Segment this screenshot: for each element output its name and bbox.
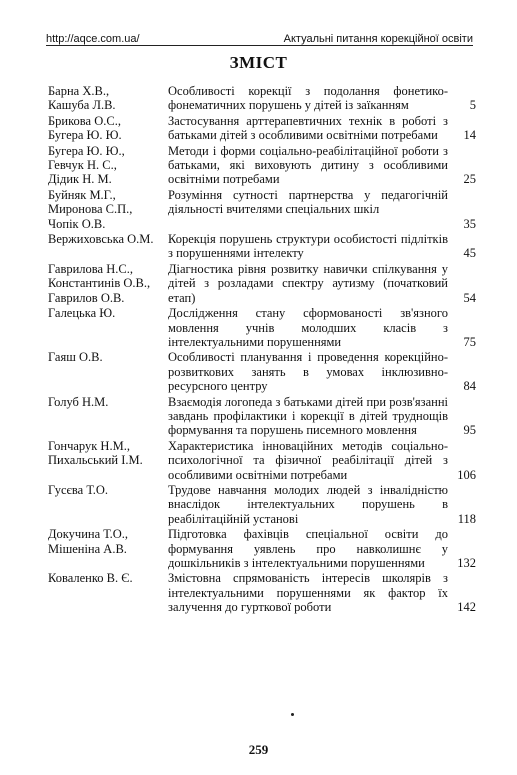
author-name: Вержиховська О.М. bbox=[48, 232, 154, 247]
toc-entry bbox=[48, 527, 478, 570]
toc-entry-page: 35 bbox=[463, 216, 476, 231]
toc-entry-title: Розуміння сутності партнерства у педагогічній діяльності вчителями спеціальних шкіл bbox=[168, 187, 448, 217]
toc-entry-page: 95 bbox=[463, 423, 476, 438]
author-name: Константинів О.В., bbox=[48, 276, 151, 291]
ink-dot bbox=[291, 713, 294, 716]
toc-entry-page: 45 bbox=[463, 246, 476, 261]
toc-entry-title: Підготовка фахівців спеціальної освіти до формування уявлень про навколишнє у дошкільників з інтелектуальними порушеннями bbox=[168, 527, 448, 570]
toc-entry bbox=[48, 144, 478, 187]
toc-entry-title: Трудове навчання молодих людей з інвалідністю внаслідок інтелектуальних порушень в реабілітаційній установі bbox=[168, 482, 448, 526]
page-number: 259 bbox=[248, 742, 269, 757]
toc-entry-page: 75 bbox=[463, 334, 476, 349]
toc-entry-title: Характеристика інноваційних методів соціально-психологічної та фізичної реабілітації дітей з особливими освітніми потребами bbox=[168, 438, 448, 482]
author-name: Пихальський І.М. bbox=[48, 453, 143, 468]
toc-entry-authors bbox=[48, 84, 168, 113]
toc-entry bbox=[48, 114, 478, 143]
toc-entry-title: Змістовна спрямованість інтересів школярів з інтелектуальними порушеннями як фактор їх залучення до гурткової роботи bbox=[168, 571, 448, 615]
author-name: Гевчук Н. С., bbox=[48, 158, 117, 173]
author-name: Брикова О.С., bbox=[48, 113, 121, 128]
toc-entry-page: 118 bbox=[457, 511, 476, 526]
author-name: Бугера Ю. Ю. bbox=[48, 128, 122, 143]
author-name: Докучина Т.О., bbox=[48, 527, 129, 542]
toc-entry-authors bbox=[48, 188, 168, 231]
toc-entry bbox=[48, 395, 478, 438]
toc-entry-authors bbox=[48, 527, 168, 570]
toc-entry-authors bbox=[48, 439, 168, 482]
toc-entry-authors bbox=[48, 350, 168, 393]
author-name: Кашуба Л.В. bbox=[48, 98, 116, 113]
toc-entry-page: 54 bbox=[463, 290, 476, 305]
author-name: Мішеніна А.В. bbox=[48, 541, 127, 556]
toc-entry bbox=[48, 571, 478, 614]
toc-entry-authors bbox=[48, 395, 168, 438]
author-name: Гусєва Т.О. bbox=[48, 482, 108, 497]
author-name: Бугера Ю. Ю., bbox=[48, 143, 125, 158]
toc-entry bbox=[48, 262, 478, 305]
toc-entry-page: 14 bbox=[463, 128, 476, 143]
toc-entry-page: 5 bbox=[469, 98, 476, 113]
author-name: Миронова С.П., bbox=[48, 202, 133, 217]
toc-entry-authors bbox=[48, 483, 168, 526]
toc-entry-authors bbox=[48, 232, 168, 261]
toc-entry bbox=[48, 232, 478, 261]
author-name: Дідик Н. М. bbox=[48, 172, 112, 187]
author-name: Буйняк М.Г., bbox=[48, 187, 116, 202]
author-name: Гаврилов О.В. bbox=[48, 290, 125, 305]
author-name: Чопік О.В. bbox=[48, 216, 106, 231]
author-name: Гаяш О.В. bbox=[48, 350, 103, 365]
toc-entry-page: 84 bbox=[463, 379, 476, 394]
toc-entry-title: Методи і форми соціально-реабілітаційної роботи з батьками, які виховують дитину з особливими освітніми потребами bbox=[168, 143, 448, 187]
table-of-contents bbox=[48, 84, 478, 616]
toc-entry bbox=[48, 350, 478, 393]
toc-entry-page: 132 bbox=[457, 556, 476, 570]
toc-entry-page: 25 bbox=[463, 172, 476, 187]
author-name: Голуб Н.М. bbox=[48, 394, 109, 409]
toc-entry-title: Діагностика рівня розвитку навички спілкування у дітей з розладами спектру аутизму (початковий етап) bbox=[168, 261, 448, 305]
toc-entry-title: Взаємодія логопеда з батьками дітей при розв'язанні завдань профілактики і корекції в дітей труднощів формування та порушень писемного мовлення bbox=[168, 394, 448, 438]
author-name: Гаврилова Н.С., bbox=[48, 261, 133, 276]
header-divider bbox=[46, 45, 473, 46]
author-name: Коваленко В. Є. bbox=[48, 571, 133, 586]
toc-entry-title: Особливості планування і проведення корекційно-розвиткових занять в умовах інклюзивно-ресурсного центру bbox=[168, 350, 448, 394]
header-journal-title: Актуальні питання корекційної освіти bbox=[283, 33, 473, 45]
toc-entry-title: Корекція порушень структури особистості підлітків з порушеннями інтелекту bbox=[168, 232, 448, 261]
toc-entry bbox=[48, 306, 478, 349]
toc-entry-page: 142 bbox=[457, 600, 476, 615]
toc-entry-title: Дослідження стану сформованості зв'язного мовлення учнів молодших класів з інтелектуальними порушеннями bbox=[168, 306, 448, 349]
toc-entry-page: 106 bbox=[457, 467, 476, 482]
toc-entry-authors bbox=[48, 144, 168, 187]
toc-entry bbox=[48, 483, 478, 526]
toc-entry-authors bbox=[48, 306, 168, 349]
toc-entry-authors bbox=[48, 571, 168, 614]
toc-entry-title: Застосування арттерапевтичних технік в роботі з батьками дітей з особливими освітніми потребами bbox=[168, 113, 448, 143]
author-name: Галецька Ю. bbox=[48, 306, 116, 321]
running-header bbox=[46, 29, 473, 45]
author-name: Барна Х.В., bbox=[48, 84, 110, 98]
toc-entry bbox=[48, 188, 478, 231]
toc-entry bbox=[48, 84, 478, 113]
toc-entry bbox=[48, 439, 478, 482]
page-title: ЗМІСТ bbox=[229, 53, 288, 72]
author-name: Гончарук Н.М., bbox=[48, 438, 130, 453]
toc-entry-title: Особливості корекції з подолання фонетико-фонематичних порушень у дітей із заїканням bbox=[168, 84, 448, 113]
header-url[interactable]: http://aqce.com.ua/ bbox=[46, 33, 140, 45]
toc-entry-authors bbox=[48, 262, 168, 305]
toc-entry-authors bbox=[48, 114, 168, 143]
